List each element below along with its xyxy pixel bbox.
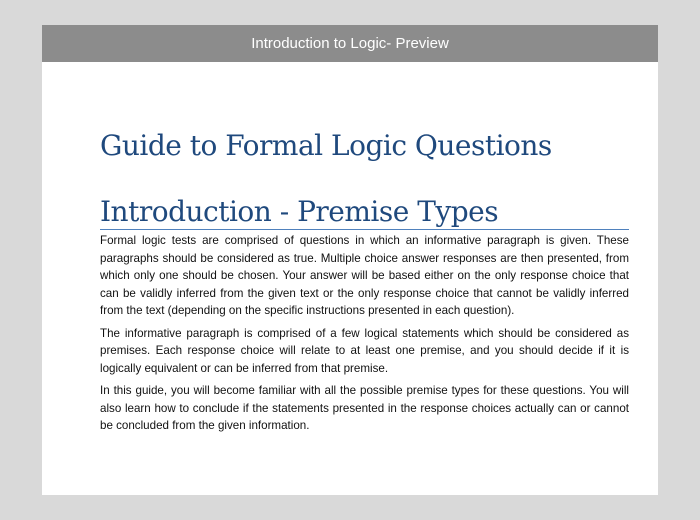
section-heading: Introduction - Premise Types — [100, 195, 629, 230]
preview-title-bar — [42, 25, 658, 62]
body-paragraph: The informative paragraph is comprised of a few logical statements which should be considered as premises. Each response choice will relate to at least one premise, and you should decide if it is logically equivalent or can be inferred from that premise. — [100, 326, 629, 375]
body-paragraph: In this guide, you will become familiar with all the possible premise types for these questions. You will also learn how to conclude if the statements presented in the response choices actually can or cannot be concluded from the given information. — [100, 384, 629, 432]
body-paragraph: Formal logic tests are comprised of questions in which an informative paragraph is given. These paragraphs should be considered as true. Multiple choice answer responses are then presented, from which only one should be chosen. Your answer will be based either on the only response choice that can be validly inferred from the given text or the only response choice that cannot be validly inferred from the text (depending on the specific instructions presented in each question). — [100, 234, 629, 317]
document-title: Guide to Formal Logic Questions — [100, 129, 552, 162]
preview-window — [42, 25, 658, 495]
document-page[interactable] — [42, 62, 658, 435]
window-title: Introduction to Logic- Preview — [251, 35, 449, 52]
